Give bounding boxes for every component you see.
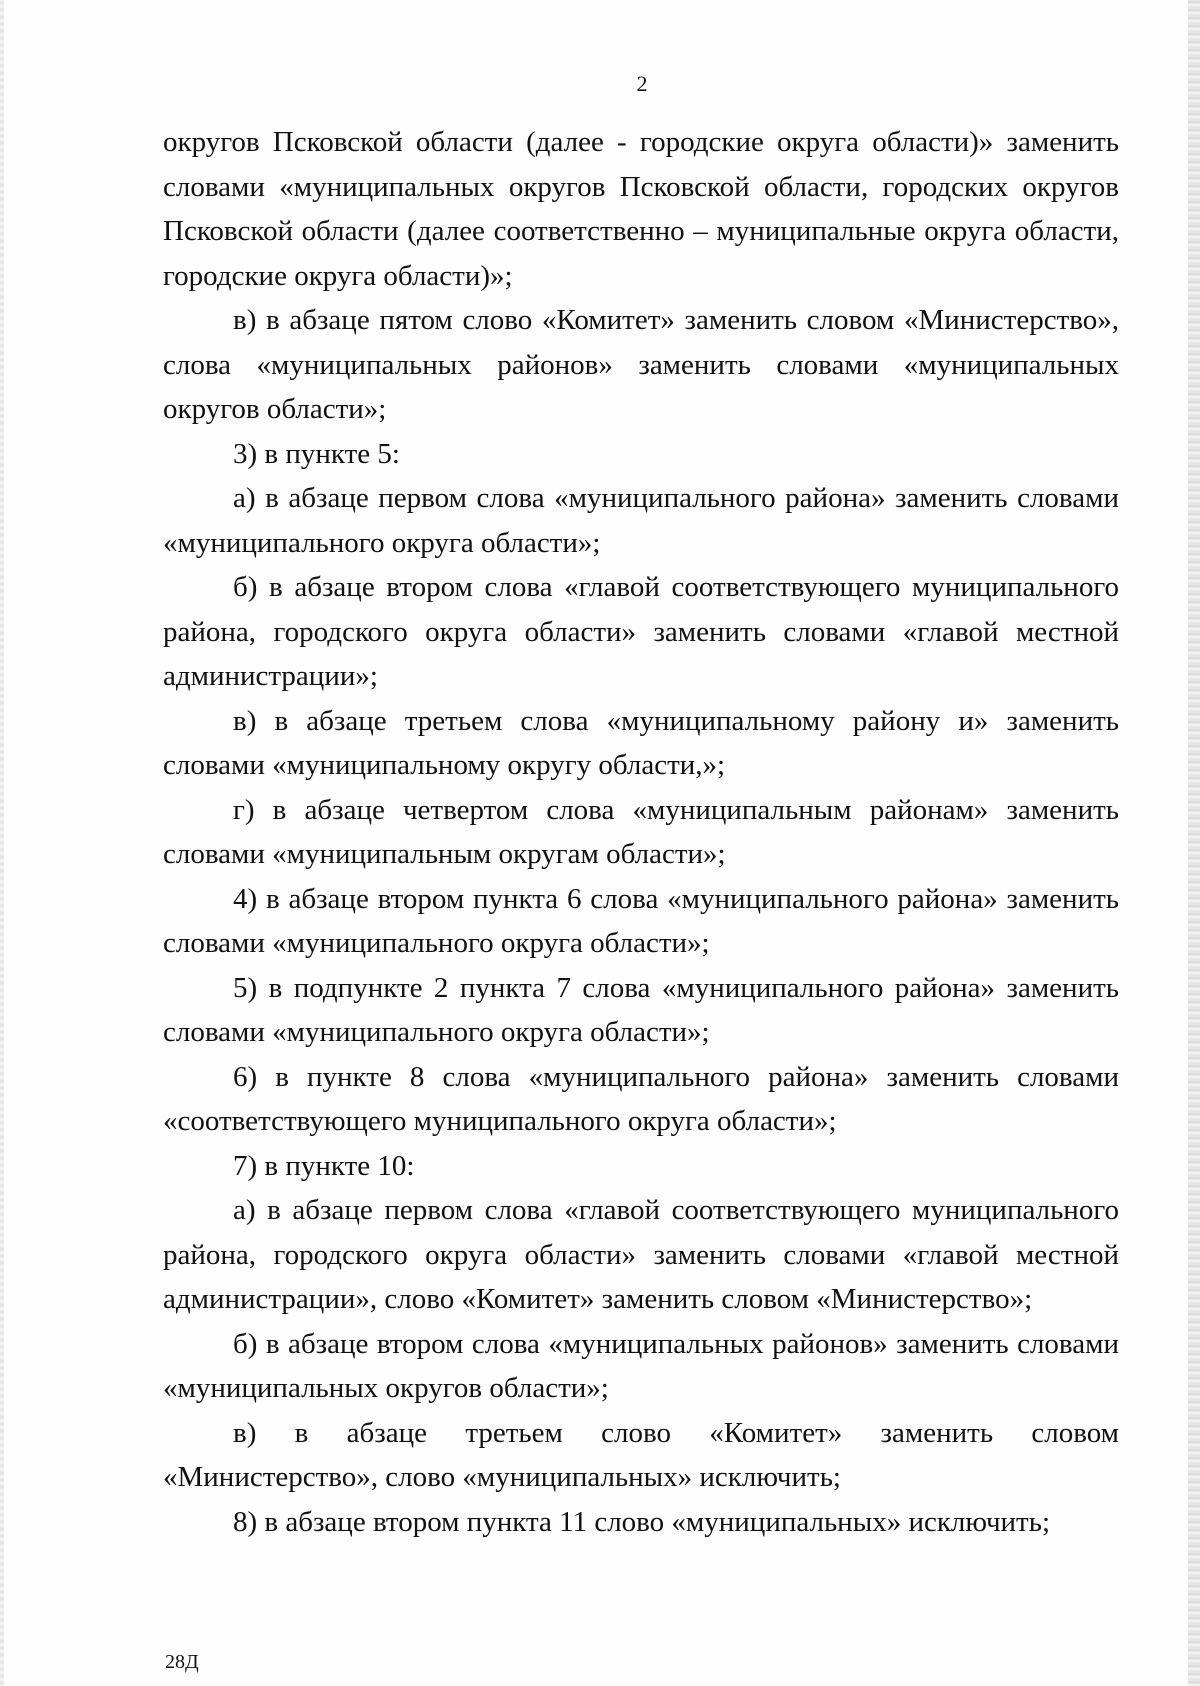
paragraph-item-b: б) в абзаце втором слова «главой соответствующего муниципального района, городского округа области» заменить словами «главой местной администрации»; [163, 571, 1119, 692]
paragraph-item-b: б) в абзаце втором слова «муниципальных районов» заменить словами «муниципальных округов области»; [163, 1327, 1119, 1404]
paragraph-point-6: 6) в пункте 8 слова «муниципального района» заменить словами «соответствующего муниципального округа области»; [163, 1060, 1119, 1137]
document-body [163, 120, 1119, 1544]
document-code: 28Д [165, 1651, 199, 1673]
paragraph-item-v: в) в абзаце пятом слово «Комитет» заменить словом «Министерство», слова «муниципальных районов» заменить словами «муниципальных округов области»; [163, 304, 1119, 425]
scan-edge-left [0, 0, 4, 1686]
paragraph-item-v: в) в абзаце третьем слова «муниципальному району и» заменить словами «муниципальному округу области,»; [163, 704, 1119, 781]
paragraph-item-a: а) в абзаце первом слова «главой соответствующего муниципального района, городского округа области» заменить словами «главой местной администрации», слово «Комитет» заменить словом «Министерство»; [163, 1194, 1119, 1315]
paragraph-point-3: 3) в пункте 5: [233, 437, 400, 470]
paragraph-item-v: в) в абзаце третьем слово «Комитет» заменить словом «Министерство», слово «муниципальных» исключить; [163, 1416, 1119, 1493]
paragraph-point-4: 4) в абзаце втором пункта 6 слова «муниципального района» заменить словами «муниципального округа области»; [163, 882, 1119, 959]
paragraph-item-g: г) в абзаце четвертом слова «муниципальным районам» заменить словами «муниципальным округам области»; [163, 793, 1119, 870]
scan-edge-right [1188, 0, 1200, 1686]
paragraph-point-8: 8) в абзаце втором пункта 11 слово «муниципальных» исключить; [233, 1505, 1051, 1538]
paragraph-item-a: а) в абзаце первом слова «муниципального района» заменить словами «муниципального округа области»; [163, 482, 1119, 559]
paragraph-point-5: 5) в подпункте 2 пункта 7 слова «муниципального района» заменить словами «муниципального округа области»; [163, 971, 1119, 1048]
paragraph-point-7: 7) в пункте 10: [233, 1149, 415, 1182]
page-number: 2 [636, 71, 648, 96]
paragraph-continuation: округов Псковской области (далее - городские округа области)» заменить словами «муниципальных округов Псковской области, городских округов Псковской области (далее соответственно – муниципальные округа области, городские округа области)»; [163, 126, 1119, 292]
